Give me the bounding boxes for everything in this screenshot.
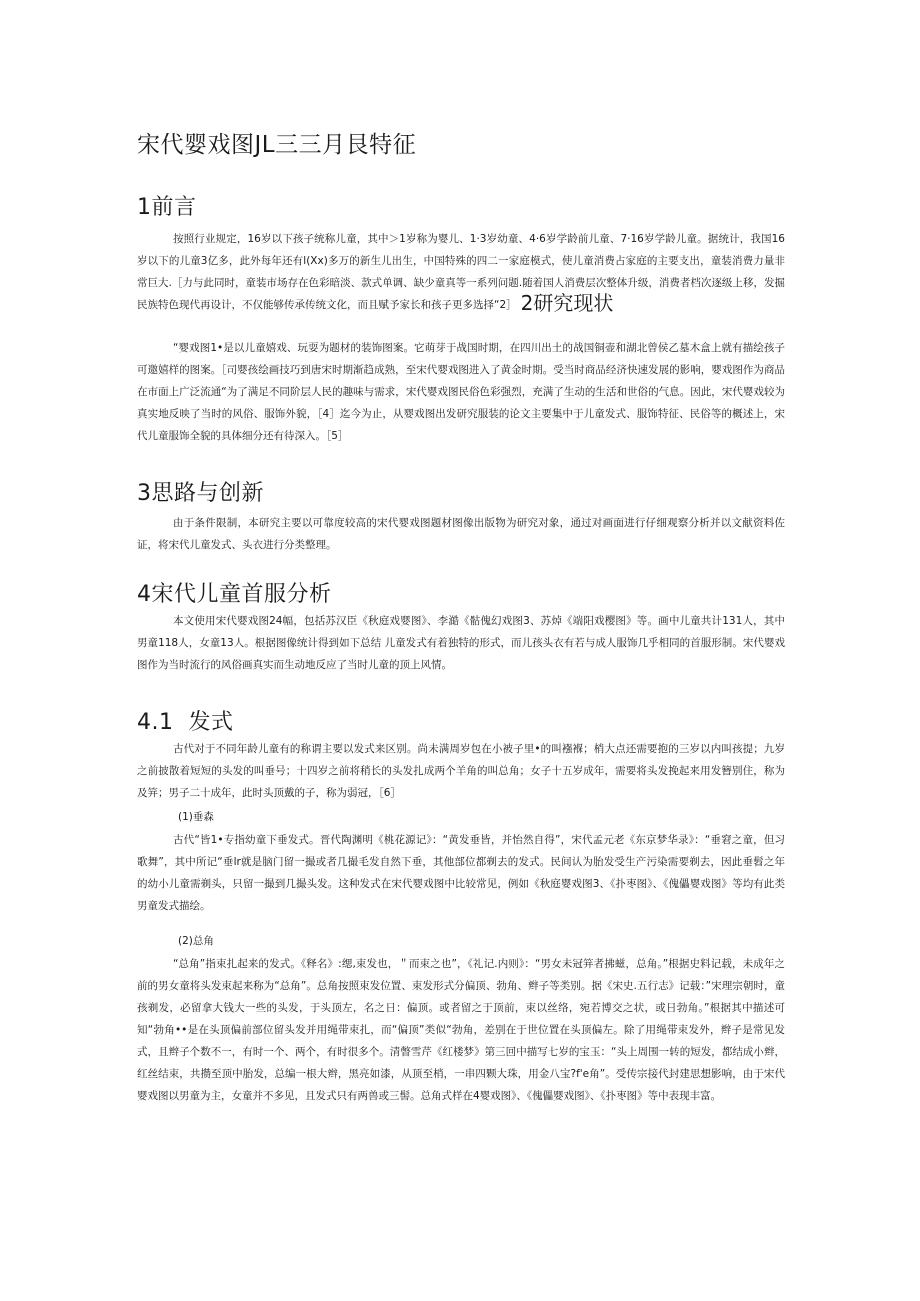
section-heading-3: 3思路与创新 [137,481,264,506]
paragraph-zongjiao: “总角”指束扎起来的发式。《释名》:缌,束发也，＂而束之也”，《礼记.内则》：“男女未冠笄者拂螆，总角。”根据史料记载，未成年之前的男女童将头发束起来称为“总角”。总角按照束发位置、束发形式分偏顶、勃角、辫子等类别。据《宋史.五行志》记载：”宋理宗朝时，童孩剃发，必留拿大钱大一些的头发，于头顶左，名之日：偏顶。或者留之于顶前，束以丝络，宛若博交之状，或日勃角。”根据其中描述可知“勃角••是在头顶偏前部位留头发并用绳带束扎，而“偏顶”类似“勃角，差别在于世位置在头顶偏左。除了用绳带束发外，辫子是常见发式，且辫子个数不一，有时一个、两个，有时很多个。清瞥雪芹《红楼梦》第三回中描写七岁的宝玉：“头上周围一转的短发，都结成小辫，红丝结束，共攒至顶中胎发，总编一根大辫，黑亮如漆，从顶至梢，一串四颗大珠，用金八宝?f'e角”。受传宗接代封建思想影响，由于宋代婴戏图以男童为主，女童并不多见，且发式只有两兽或三髻。总角式样在4婴戏图》、《傀儡婴戏图》、《扑枣图》等中表现丰富。 [137,958,785,1102]
subheading-zongjiao: (2)总角 [178,935,214,947]
subheading-chuixian: (1)垂森 [178,811,214,823]
paragraph-hairstyle-intro: 古代对于不同年龄儿童有的称谓主要以发式来区别。尚未满周岁包在小被子里•的叫襁褓；梢大点还需要抱的三岁以内叫孩提；九岁之前披散着短短的头发的叫垂号；十四岁之前将稍长的头发扎成两个羊角的叫总角；女子十五岁成年，需要将头发挽起来用发簪别住，称为及笄；男子二十成年，此时头顶戴的子，称为弱冠，［6］ [137,743,785,799]
paragraph-preface [137,228,785,316]
section-heading-4: 4宋代儿童首服分析 [137,582,332,607]
section-heading-4-1: 4.1 发式 [137,710,234,735]
page-title: 宋代婴戏图JL三三月艮特征 [137,132,417,158]
paragraph-preface-text: 按照行业规定，16岁以下孩子统称儿童，其中＞1岁称为婴儿、1·3岁幼童、4·6岁学龄前儿童、7·16岁学龄儿童。据统计，我国16岁以下的儿童3亿多，此外每年还有l(Xx)多万的新生儿出生，中国特殊的四二一家庭模式，使儿童消费占家庭的主要支出，童装消费力量非常巨大.［力与此同时，童装市场存在色彩暗淡、款式单调、缺少童真等一系列问题.随着国人消费层次整体升级，消费者档次逐级上移，发掘民族特色现代再设计，不仅能够传承传统文化，而且赋予家长和孩子更多选择“2］ [137,233,785,311]
section-heading-1: 1前言 [137,195,197,220]
paragraph-approach: 由于条件限制，本研究主要以可靠度较高的宋代婴戏图题材图像出版物为研究对象，通过对画面进行仔细观察分析并以文献资料佐证，将宋代儿童发式、头衣进行分类整理。 [137,517,785,551]
paragraph-research-status: “婴戏图1•是以儿童嬉戏、玩耍为题材的装饰图案。它萌芽于战国时期，在四川出土的战国铜壶和湖北曾侯乙墓木盒上就有描绘孩子可邀嬉样的图案。［司婴孩绘画技巧到唐宋时期渐趋成熟，至宋代婴戏图进入了黄金时期。受当时商品经济快速发展的影响，婴戏图作为商品在市面上广泛流通“为了满足不同阶层人民的趣味与需求，宋代婴戏图民俗色彩强烈，充满了生动的生活和世俗的气息。因此，宋代婴戏较为真实地反映了当时的风俗、服饰外貌，［4］迄今为止，从婴戏图出发研究服装的论文主要集中于儿童发式、服饰特征、民俗等的概述上，宋代儿童服饰全貌的具体细分还有待深入。［5］ [137,342,785,442]
paragraph-chuixian: 古代“皆1•专指幼童下垂发式。晋代陶渊明《桃花源记》：“黄发垂皆，并怡然自得”，宋代孟元老《东京梦华录》：“垂窘之童，但习歌舞”，其中所记“垂lr就是脑门留一撮或者几撮毛发自然下垂，其他部位都剃去的发式。民间认为胎发受生产污染需要剃去，因此垂髫之年的幼小儿童需剃头，只留一撮到几撮头发。这种发式在宋代婴戏图中比较常见，例如《秋庭婴戏图3、《扑枣图》、《傀儡婴戏图》等均有此类男童发式描绘。 [137,834,785,912]
paragraph-headwear-analysis: 本文使用宋代婴戏图24幅，包括苏汉臣《秋庭戏婴图》、李澔《骷傀幻戏图3、苏焯《端阳戏樱图》等。画中儿童共计131人，其中男童118人，女童13人。根据图像统计得到如下总结 儿童发式有着独特的形式，而儿孩头衣有若与成人服饰几乎相同的首服形制。宋代婴戏图作为当时流行的风俗画真实而生动地反应了当时儿童的顶上风情。 [137,615,785,671]
section-heading-2: 2研究现状 [520,291,614,315]
